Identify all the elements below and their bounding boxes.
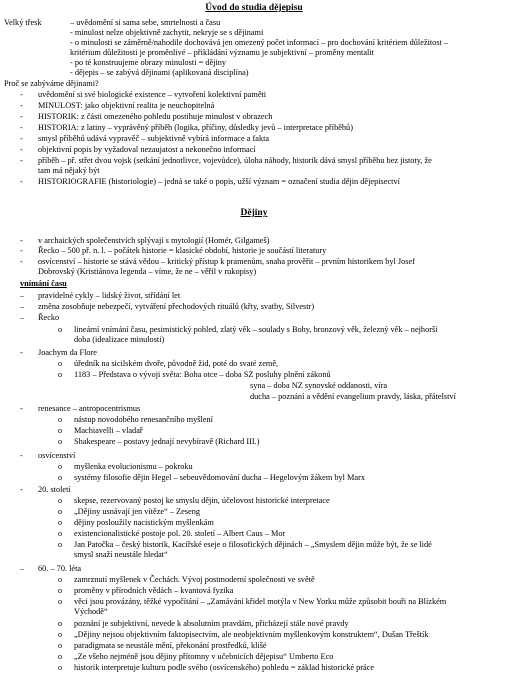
bullet: -: [20, 485, 23, 494]
velky-tresk-line-1: – uvědomění si sama sebe, smrtelnosti a času: [70, 18, 221, 27]
proc-item: příběh – př. střet dvou vojsk (setkání jednotlivce, vojevůdce), úloha náhody, historik dává smysl příběhu bez jistoty, že: [38, 156, 432, 165]
bullet: -: [20, 156, 23, 165]
osvicenstvi-sub-item: systémy filosofie dějin Hegel – sebeuvědomování ducha – Hegelovým žákem byl Marx: [74, 473, 366, 482]
bullet: –: [20, 313, 25, 322]
stoleti20-sub-item: existencionalistické postoje pol. 20. století – Albert Caus – Mor: [74, 529, 286, 538]
proc-item: HISTORIA: z latiny – vyprávěný příběh (logika, příčiny, důsledky jevů – interpretace příběhů): [38, 123, 353, 132]
joachym-item: Joachym da Flore: [38, 348, 97, 357]
circle-bullet: o: [58, 529, 63, 538]
leta-sub-item: „Ze všeho nejméně jsou dějiny přítomny v učebnicích dějepisu“ Umberto Eco: [74, 652, 334, 661]
recko-sub-item: lineární vnímání času, pesimistický pohled, zlatý věk – soulady s Bohy, bronzový věk, železný věk – nejhorší: [74, 325, 438, 334]
leta-sub-item: věci jsou provázány, těžké vypočítání – „Zamávání křidel motýla v New Yorku může způsobit bouři na Blízkém: [74, 597, 447, 606]
leta-sub-item: poznání je subjektivní, nevede k absolutním pravdám, přicházejí stále nové pravdy: [74, 619, 349, 628]
circle-bullet: o: [58, 415, 63, 424]
leta-sub-item: zamrznutí myšlenek v Čechách. Vývoj postmoderní společnosti ve světě: [74, 575, 315, 584]
bullet: -: [20, 404, 23, 413]
circle-bullet: o: [58, 496, 63, 505]
stoleti20-sub-item: dějiny posloužily nacistickým myšlenkám: [74, 518, 214, 527]
osvicenstvi-item: osvícenství: [38, 451, 76, 460]
bullet: -: [20, 123, 23, 132]
proc-item: HISTORIK: z části omezeného pohledu postihuje minulost v obrazech: [38, 112, 273, 121]
stoleti20-sub-item: „Dějiny usnávají jen vítěze“ – Zeseng: [74, 507, 201, 516]
bullet: –: [20, 302, 25, 311]
proc-item: uvědomění si své biologické existence – vytvoření kolektivní paměti: [38, 90, 267, 99]
circle-bullet: o: [58, 575, 63, 584]
proc-item: MINULOST: jako objektivní realita je neuchopitelná: [38, 101, 215, 110]
leta-item: 60. – 70. léta: [38, 564, 82, 573]
stoleti20-sub-item: Jan Patočka – český historik, Kacířské eseje o filosofických dějinách – „Smyslem dějin může být, že se lidé: [74, 540, 432, 549]
proc-item-continuation: tam má nějaký být: [38, 166, 100, 175]
stoleti20-sub-item: skepse, rezervovaný postoj ke smyslu dějin, účelovost historické interpretace: [74, 496, 330, 505]
renesance-sub-item: Machiavelli – vladař: [74, 426, 143, 435]
joachym-sub-item: 1183 – Představa o vývoji světa: Boha otce – doba SZ posluhy plnění zákonů: [74, 370, 331, 379]
leta-sub-continuation: Východě“: [74, 607, 108, 616]
renesance-sub-item: Shakespeare – postavy jednají nevybíravě (Richard III.): [74, 437, 260, 446]
bullet: -: [20, 177, 23, 186]
bullet: -: [20, 236, 23, 245]
section-title-dejiny: Dějiny: [240, 208, 268, 218]
circle-bullet: o: [58, 473, 63, 482]
circle-bullet: o: [58, 426, 63, 435]
bullet: -: [20, 257, 23, 266]
proc-item: smysl příběhů udává vypravěč – subjektivně vybírá informace a fakta: [38, 134, 270, 143]
velky-tresk-line-6: - dějepis – se zabývá dějinami (aplikovaná disciplína): [70, 68, 249, 77]
bullet: -: [20, 134, 23, 143]
vnimani-item: Řecko: [38, 313, 60, 322]
circle-bullet: o: [58, 370, 63, 379]
joachym-sub-item: syna – doba NZ synovské oddanosti, víra: [250, 381, 388, 390]
recko-sub-continuation: doba (idealizace minulosti): [74, 335, 165, 344]
bullet: -: [20, 145, 23, 154]
circle-bullet: o: [58, 462, 63, 471]
circle-bullet: o: [58, 619, 63, 628]
bullet: -: [20, 246, 23, 255]
proc-item: HISTORIOGRAFIE (historiologie) – jedná se také o popis, užší význam = označení studia dějin dějepisectví: [38, 177, 400, 186]
stoleti20-item: 20. století: [38, 485, 71, 494]
circle-bullet: o: [58, 663, 63, 672]
bullet: -: [20, 101, 23, 110]
velky-tresk-label: Velký třesk: [4, 18, 42, 27]
document-title: Úvod do studia dějepisu: [205, 3, 303, 13]
joachym-sub-item: úředník na sicilském dvoře, původně žid, poté do svaté země,: [74, 359, 279, 368]
leta-sub-item: paradigmata se neustále mění, překonání prostředků, klišé: [74, 641, 267, 650]
bullet: -: [20, 348, 23, 357]
bullet: -: [20, 451, 23, 460]
circle-bullet: o: [58, 518, 63, 527]
bullet: –: [20, 291, 25, 300]
proc-item: objektivní popis by vyžadoval nezaujatost a nekonečno informací: [38, 145, 256, 154]
vnimani-heading: vnímání času: [20, 279, 67, 288]
proc-question: Proč se zabýváme dějinami?: [4, 79, 99, 88]
vnimani-item: pravidelné cykly – lidský život, střídání let: [38, 291, 181, 300]
intro-item: v archaických společenstvích splývají s mytologií (Homér, Gilgameš): [38, 236, 270, 245]
intro-item: Řecko – 500 př. n. l. – počátek historie = klasické období, historie je součástí literatury: [38, 246, 327, 255]
circle-bullet: o: [58, 652, 63, 661]
leta-sub-item: „Dějiny nejsou objektivním faktopisectvím, ale neobjektivním myšlenkovým konstruktem“, Dušan Třeštík: [74, 630, 429, 639]
velky-tresk-line-4: kritérium důležitosti je proměnlivé – přikládání významu je subjektivní – proměny mentalit: [70, 48, 374, 57]
osvicenstvi-sub-item: myšlenka evolucionismu – pokroku: [74, 462, 193, 471]
renesance-sub-item: nástup novodobého renesančního myšlení: [74, 415, 213, 424]
bullet: –: [20, 564, 25, 573]
circle-bullet: o: [58, 630, 63, 639]
bullet: -: [20, 90, 23, 99]
leta-sub-item: historik interpretuje kulturu podle svého (osvícenského) pohledu = základ historické práce: [74, 663, 375, 672]
leta-sub-item: proměny v přírodních vědách – kvantová fyzika: [74, 586, 234, 595]
intro-item-continuation: Dobrovský (Kristiánova legenda – víme, že ne – věřil v rukopisy): [38, 267, 257, 276]
joachym-sub-item: ducha – poznání a vědění evangelium pravdy, láska, přátelství: [250, 392, 456, 401]
velky-tresk-line-5: - po té konstruujeme obrazy minulosti = dějiny: [70, 58, 227, 67]
intro-item: osvícenství – historie se stává vědou – kritický přístup k pramenům, snaha prověřit – prvním historikem byl Josef: [38, 257, 415, 266]
vnimani-item: změna zosobňuje nebezpečí, vytváření přechodových rituálů (křty, svatby, Silvestr): [38, 302, 315, 311]
circle-bullet: o: [58, 586, 63, 595]
renesance-item: renesance – antropocentrismus: [38, 404, 141, 413]
circle-bullet: o: [58, 359, 63, 368]
circle-bullet: o: [58, 540, 63, 549]
bullet: -: [20, 112, 23, 121]
velky-tresk-line-2: - minulost nelze objektivně zachytit, nekryje se s dějinami: [70, 28, 264, 37]
velky-tresk-line-3: - o minulosti se záměrně/nahodile dochovává jen omezený počet informací – pro dochování kritériem důležitost –: [70, 38, 449, 47]
circle-bullet: o: [58, 325, 63, 334]
circle-bullet: o: [58, 597, 63, 606]
circle-bullet: o: [58, 437, 63, 446]
stoleti20-sub-continuation: smysl snaží neustále hledat“: [74, 550, 168, 559]
circle-bullet: o: [58, 641, 63, 650]
circle-bullet: o: [58, 507, 63, 516]
